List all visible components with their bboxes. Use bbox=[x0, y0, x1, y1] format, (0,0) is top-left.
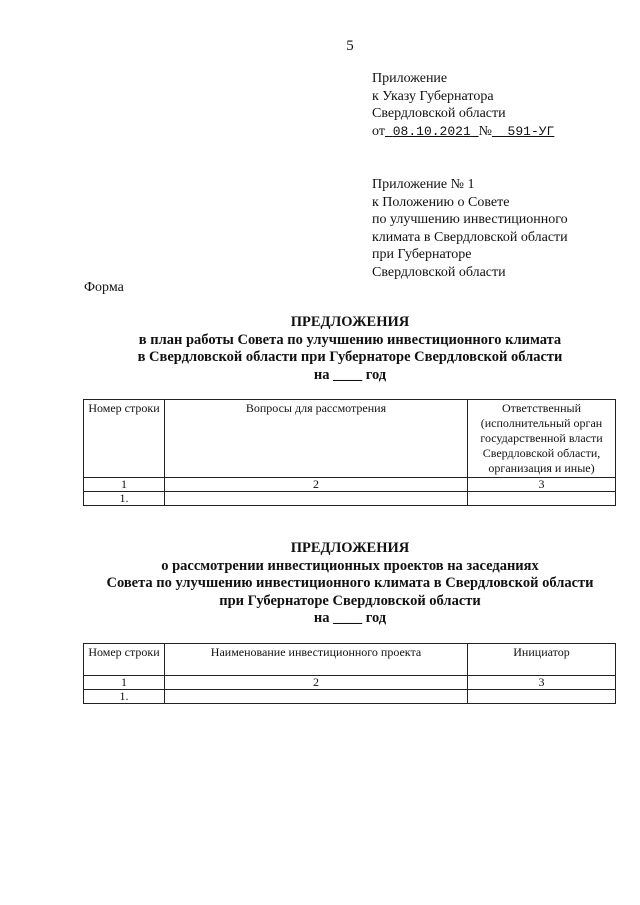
table-row bbox=[84, 690, 616, 704]
appendix-decree-line: к Указу Губернатора bbox=[372, 88, 494, 104]
table-cell: 1. bbox=[84, 492, 165, 506]
decree-date: 08.10.2021 bbox=[392, 123, 471, 139]
table-cell bbox=[468, 492, 616, 506]
decree-number: 591-УГ bbox=[507, 123, 555, 139]
column-number: 1 bbox=[84, 478, 165, 492]
appendix-regulation-line: к Положению о Совете bbox=[372, 194, 510, 210]
section1-table bbox=[83, 399, 616, 506]
number-sign: № bbox=[478, 123, 492, 139]
section2-subtitle: при Губернаторе Свердловской области bbox=[219, 592, 481, 609]
section1-title: ПРЕДЛОЖЕНИЯ bbox=[290, 314, 410, 330]
section1-heading bbox=[84, 314, 616, 384]
appendix-regulation-line: Свердловской области bbox=[372, 264, 506, 280]
appendix-regulation-line: при Губернаторе bbox=[372, 247, 472, 262]
section2-title: ПРЕДЛОЖЕНИЯ bbox=[290, 540, 410, 556]
column-number: 3 bbox=[468, 676, 616, 690]
section1-subtitle: в план работы Совета по улучшению инвестиционного климата bbox=[138, 331, 562, 348]
section1-subtitle: в Свердловской области при Губернаторе Свердловской области bbox=[137, 349, 563, 365]
header-initiator: Инициатор bbox=[468, 644, 616, 676]
section2-heading bbox=[84, 540, 616, 628]
section1-year-line: на ____ год bbox=[313, 366, 387, 383]
appendix-decree-block bbox=[372, 70, 554, 140]
date-prefix: от bbox=[372, 123, 385, 139]
decree-date-line bbox=[372, 123, 554, 141]
table-cell bbox=[165, 492, 468, 506]
appendix-regulation-line: климата в Свердловской области bbox=[372, 229, 568, 245]
table-header-row bbox=[84, 644, 616, 676]
form-label: Форма bbox=[84, 280, 124, 295]
appendix-regulation-block bbox=[372, 176, 568, 281]
table-column-numbers-row bbox=[84, 478, 616, 492]
table-cell: 1. bbox=[84, 690, 165, 704]
appendix-regulation-line: Приложение № 1 bbox=[372, 177, 475, 192]
header-questions: Вопросы для рассмотрения bbox=[165, 400, 468, 478]
table-cell bbox=[165, 690, 468, 704]
header-responsible: Ответственный (исполнительный орган государственной власти Свердловской области, организация и иные) bbox=[468, 400, 616, 478]
column-number: 2 bbox=[165, 478, 468, 492]
section2-subtitle: Совета по улучшению инвестиционного климата в Свердловской области bbox=[106, 575, 594, 591]
appendix-regulation-line: по улучшению инвестиционного bbox=[372, 212, 568, 227]
column-number: 3 bbox=[468, 478, 616, 492]
page-number: 5 bbox=[346, 38, 354, 54]
header-project-name: Наименование инвестиционного проекта bbox=[165, 644, 468, 676]
section2-year-line: на ____ год bbox=[313, 610, 387, 626]
column-number: 1 bbox=[84, 676, 165, 690]
column-number: 2 bbox=[165, 676, 468, 690]
header-row-number: Номер строки bbox=[84, 400, 165, 478]
table-header-row bbox=[84, 400, 616, 478]
section2-subtitle: о рассмотрении инвестиционных проектов на заседаниях bbox=[161, 557, 539, 574]
section2-table bbox=[83, 643, 616, 704]
table-cell bbox=[468, 690, 616, 704]
header-row-number: Номер строки bbox=[84, 644, 165, 676]
table-column-numbers-row bbox=[84, 676, 616, 690]
appendix-decree-line: Свердловской области bbox=[372, 106, 506, 121]
appendix-decree-line: Приложение bbox=[372, 71, 448, 86]
table-row bbox=[84, 492, 616, 506]
